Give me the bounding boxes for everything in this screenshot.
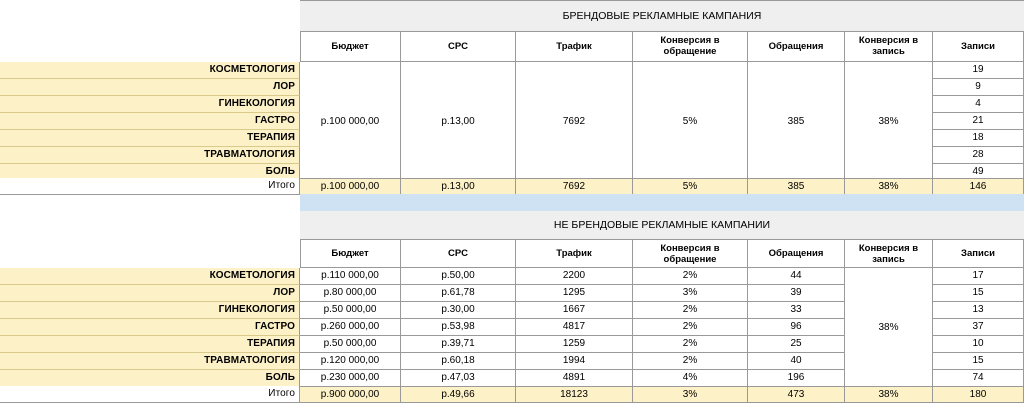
cpc-cell[interactable]: р.30,00: [401, 302, 516, 319]
row-label[interactable]: ЛОР: [0, 79, 300, 96]
total-row: [0, 178, 1024, 195]
merged-conv-booking-cell[interactable]: 38%: [845, 62, 933, 181]
conv-contact-cell[interactable]: 2%: [633, 268, 748, 285]
cpc-cell[interactable]: р.53,98: [401, 319, 516, 336]
contacts-cell[interactable]: 33: [748, 302, 845, 319]
contacts-cell[interactable]: 39: [748, 285, 845, 302]
total-conv-contact[interactable]: 5%: [633, 178, 748, 195]
col-contacts-header[interactable]: Обращения: [748, 31, 845, 62]
row-label[interactable]: ГАСТРО: [0, 113, 300, 130]
total-traffic[interactable]: 18123: [516, 386, 633, 403]
cpc-cell[interactable]: р.47,03: [401, 370, 516, 387]
col-traffic-header[interactable]: Трафик: [516, 31, 633, 62]
conv-contact-cell[interactable]: 2%: [633, 353, 748, 370]
col-bookings-header[interactable]: Записи: [933, 240, 1024, 268]
col-budget-header[interactable]: Бюджет: [300, 240, 401, 268]
traffic-cell[interactable]: 2200: [516, 268, 633, 285]
branded-header-row: [300, 31, 1024, 62]
total-conv-booking[interactable]: 38%: [845, 386, 933, 403]
budget-cell[interactable]: р.50 000,00: [300, 302, 401, 319]
merged-conv-booking-cell[interactable]: 38%: [845, 268, 933, 387]
cpc-cell[interactable]: р.60,18: [401, 353, 516, 370]
budget-cell[interactable]: р.230 000,00: [300, 370, 401, 387]
cpc-cell[interactable]: р.39,71: [401, 336, 516, 353]
contacts-cell[interactable]: 96: [748, 319, 845, 336]
traffic-cell[interactable]: 4891: [516, 370, 633, 387]
total-cpc[interactable]: р.13,00: [401, 178, 516, 195]
branded-section: [0, 0, 1024, 194]
contacts-cell[interactable]: 40: [748, 353, 845, 370]
total-conv-contact[interactable]: 3%: [633, 386, 748, 403]
conv-contact-cell[interactable]: 4%: [633, 370, 748, 387]
branded-title[interactable]: БРЕНДОВЫЕ РЕКЛАМНЫЕ КАМПАНИЯ: [300, 0, 1024, 32]
row-label[interactable]: ТЕРАПИЯ: [0, 130, 300, 147]
bookings-cell[interactable]: 49: [933, 164, 1024, 181]
contacts-cell[interactable]: 25: [748, 336, 845, 353]
merged-contacts-cell[interactable]: 385: [748, 62, 845, 181]
col-conv-booking-header[interactable]: Конверсия в запись: [845, 31, 933, 62]
row-label[interactable]: ГИНЕКОЛОГИЯ: [0, 302, 300, 319]
col-conv-contact-header[interactable]: Конверсия в обращение: [633, 240, 748, 268]
total-conv-booking[interactable]: 38%: [845, 178, 933, 195]
blank-header-cell[interactable]: [0, 211, 301, 268]
bookings-cell[interactable]: 17: [933, 268, 1024, 285]
blue-spacer-row[interactable]: [300, 194, 1024, 212]
col-bookings-header[interactable]: Записи: [933, 31, 1024, 62]
nonbranded-header-row: [300, 240, 1024, 268]
conv-contact-cell[interactable]: 2%: [633, 336, 748, 353]
bookings-cell[interactable]: 21: [933, 113, 1024, 130]
merged-traffic-cell[interactable]: 7692: [516, 62, 633, 181]
nonbranded-section: [0, 211, 1024, 403]
col-traffic-header[interactable]: Трафик: [516, 240, 633, 268]
total-row: [0, 386, 1024, 403]
bookings-cell[interactable]: 74: [933, 370, 1024, 387]
total-cpc[interactable]: р.49,66: [401, 386, 516, 403]
row-label[interactable]: ГАСТРО: [0, 319, 300, 336]
merged-budget-cell[interactable]: р.100 000,00: [300, 62, 401, 181]
conv-contact-cell[interactable]: 3%: [633, 285, 748, 302]
budget-cell[interactable]: р.260 000,00: [300, 319, 401, 336]
cpc-cell[interactable]: р.61,78: [401, 285, 516, 302]
blank-header-cell[interactable]: [0, 0, 301, 62]
bookings-cell[interactable]: 28: [933, 147, 1024, 164]
nonbranded-title[interactable]: НЕ БРЕНДОВЫЕ РЕКЛАМНЫЕ КАМПАНИИ: [300, 211, 1024, 240]
bookings-cell[interactable]: 4: [933, 96, 1024, 113]
total-bookings[interactable]: 180: [933, 386, 1024, 403]
blank-spacer-cell[interactable]: [0, 194, 301, 211]
budget-cell[interactable]: р.50 000,00: [300, 336, 401, 353]
bookings-cell[interactable]: 37: [933, 319, 1024, 336]
budget-cell[interactable]: р.80 000,00: [300, 285, 401, 302]
row-label[interactable]: КОСМЕТОЛОГИЯ: [0, 268, 300, 285]
row-label[interactable]: ТРАВМАТОЛОГИЯ: [0, 353, 300, 370]
cpc-cell[interactable]: р.50,00: [401, 268, 516, 285]
row-label[interactable]: ТРАВМАТОЛОГИЯ: [0, 147, 300, 164]
traffic-cell[interactable]: 1667: [516, 302, 633, 319]
total-budget[interactable]: р.900 000,00: [300, 386, 401, 403]
total-contacts[interactable]: 385: [748, 178, 845, 195]
bookings-cell[interactable]: 15: [933, 353, 1024, 370]
col-conv-contact-header[interactable]: Конверсия в обращение: [633, 31, 748, 62]
col-cpc-header[interactable]: CPC: [401, 31, 516, 62]
budget-cell[interactable]: р.120 000,00: [300, 353, 401, 370]
bookings-cell[interactable]: 10: [933, 336, 1024, 353]
total-label[interactable]: Итого: [0, 386, 300, 403]
total-bookings[interactable]: 146: [933, 178, 1024, 195]
contacts-cell[interactable]: 44: [748, 268, 845, 285]
row-label[interactable]: ЛОР: [0, 285, 300, 302]
traffic-cell[interactable]: 1994: [516, 353, 633, 370]
row-label[interactable]: КОСМЕТОЛОГИЯ: [0, 62, 300, 79]
conv-contact-cell[interactable]: 2%: [633, 302, 748, 319]
row-label[interactable]: БОЛЬ: [0, 370, 300, 387]
merged-conv-contact-cell[interactable]: 5%: [633, 62, 748, 181]
row-label[interactable]: БОЛЬ: [0, 164, 300, 181]
bookings-cell[interactable]: 19: [933, 62, 1024, 79]
total-budget[interactable]: р.100 000,00: [300, 178, 401, 195]
bookings-cell[interactable]: 15: [933, 285, 1024, 302]
conv-contact-cell[interactable]: 2%: [633, 319, 748, 336]
budget-cell[interactable]: р.110 000,00: [300, 268, 401, 285]
col-cpc-header[interactable]: CPC: [401, 240, 516, 268]
total-label[interactable]: Итого: [0, 178, 300, 195]
traffic-cell[interactable]: 1259: [516, 336, 633, 353]
total-contacts[interactable]: 473: [748, 386, 845, 403]
row-label[interactable]: ТЕРАПИЯ: [0, 336, 300, 353]
col-conv-booking-header[interactable]: Конверсия в запись: [845, 240, 933, 268]
bookings-cell[interactable]: 13: [933, 302, 1024, 319]
traffic-cell[interactable]: 4817: [516, 319, 633, 336]
traffic-cell[interactable]: 1295: [516, 285, 633, 302]
col-contacts-header[interactable]: Обращения: [748, 240, 845, 268]
bookings-cell[interactable]: 9: [933, 79, 1024, 96]
row-label[interactable]: ГИНЕКОЛОГИЯ: [0, 96, 300, 113]
bookings-cell[interactable]: 18: [933, 130, 1024, 147]
merged-cpc-cell[interactable]: р.13,00: [401, 62, 516, 181]
total-traffic[interactable]: 7692: [516, 178, 633, 195]
contacts-cell[interactable]: 196: [748, 370, 845, 387]
col-budget-header[interactable]: Бюджет: [300, 31, 401, 62]
